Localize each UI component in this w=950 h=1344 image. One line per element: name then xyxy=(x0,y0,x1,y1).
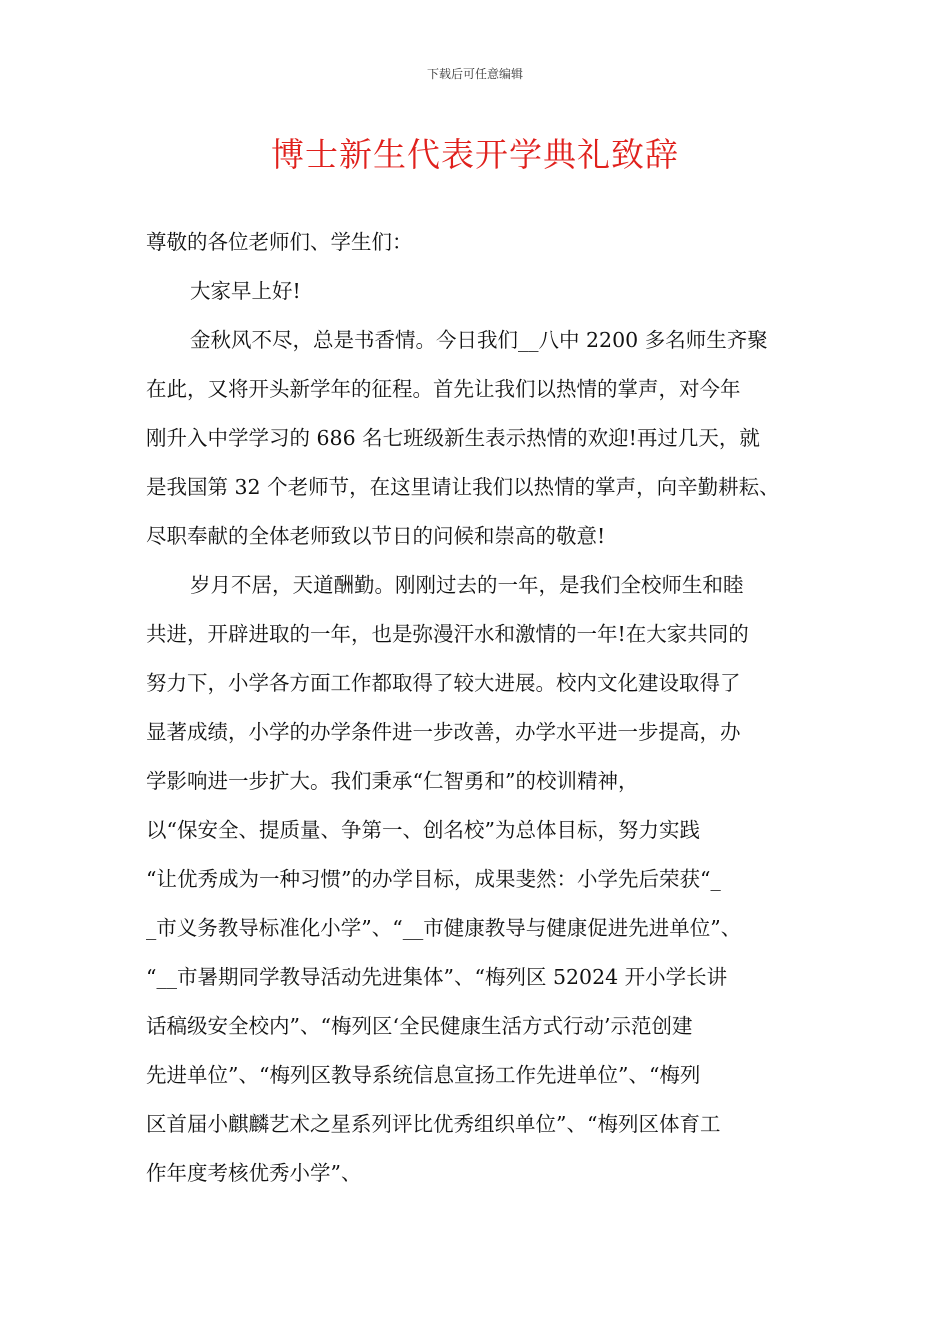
text-line: 刚升入中学学习的 686 名七班级新生表示热情的欢迎!再过几天，就 xyxy=(146,426,760,450)
text-line: 岁月不居，天道酬勤。刚刚过去的一年，是我们全校师生和睦 xyxy=(190,573,744,597)
text-line: 金秋风不尽，总是书香情。今日我们__八中 2200 多名师生齐聚 xyxy=(190,328,768,352)
text-line: 以“保安全、提质量、争第一、创名校”为总体目标，努力实践 xyxy=(146,818,700,842)
text-line: “__市暑期同学教导活动先进集体”、“梅列区 52024 开小学长讲 xyxy=(146,965,728,989)
text-line: “让优秀成为一种习惯”的办学目标，成果斐然：小学先后荣获“_ xyxy=(146,867,721,891)
document-body xyxy=(146,222,816,1202)
text-line: 尽职奉献的全体老师致以节日的问候和崇高的敬意! xyxy=(146,524,606,548)
text-line: 先进单位”、“梅列区教导系统信息宣扬工作先进单位”、“梅列 xyxy=(146,1063,701,1087)
text-line: 在此，又将开头新学年的征程。首先让我们以热情的掌声，对今年 xyxy=(146,377,741,401)
text-line: 共进，开辟进取的一年，也是弥漫汗水和激情的一年!在大家共同的 xyxy=(146,622,749,646)
text-line: 话稿级安全校内”、“梅列区‘全民健康生活方式行动’示范创建 xyxy=(146,1014,693,1038)
text-line: 学影响进一步扩大。我们秉承“仁智勇和”的校训精神， xyxy=(146,769,639,793)
header-note: 下载后可任意编辑 xyxy=(426,67,523,81)
text-line: 是我国第 32 个老师节，在这里请让我们以热情的掌声，向辛勤耕耘、 xyxy=(146,475,780,499)
text-line: 作年度考核优秀小学”、 xyxy=(146,1161,362,1185)
document-title: 博士新生代表开学典礼致辞 xyxy=(271,135,679,174)
text-line: _市义务教导标准化小学”、“__市健康教导与健康促进先进单位”、 xyxy=(146,916,742,940)
text-line: 显著成绩，小学的办学条件进一步改善，办学水平进一步提高，办 xyxy=(146,720,741,744)
text-line: 大家早上好! xyxy=(190,279,301,303)
text-line: 区首届小麒麟艺术之星系列评比优秀组织单位”、“梅列区体育工 xyxy=(146,1112,721,1136)
text-line: 努力下，小学各方面工作都取得了较大进展。校内文化建设取得了 xyxy=(146,671,741,695)
text-line: 尊敬的各位老师们、学生们： xyxy=(146,230,413,254)
